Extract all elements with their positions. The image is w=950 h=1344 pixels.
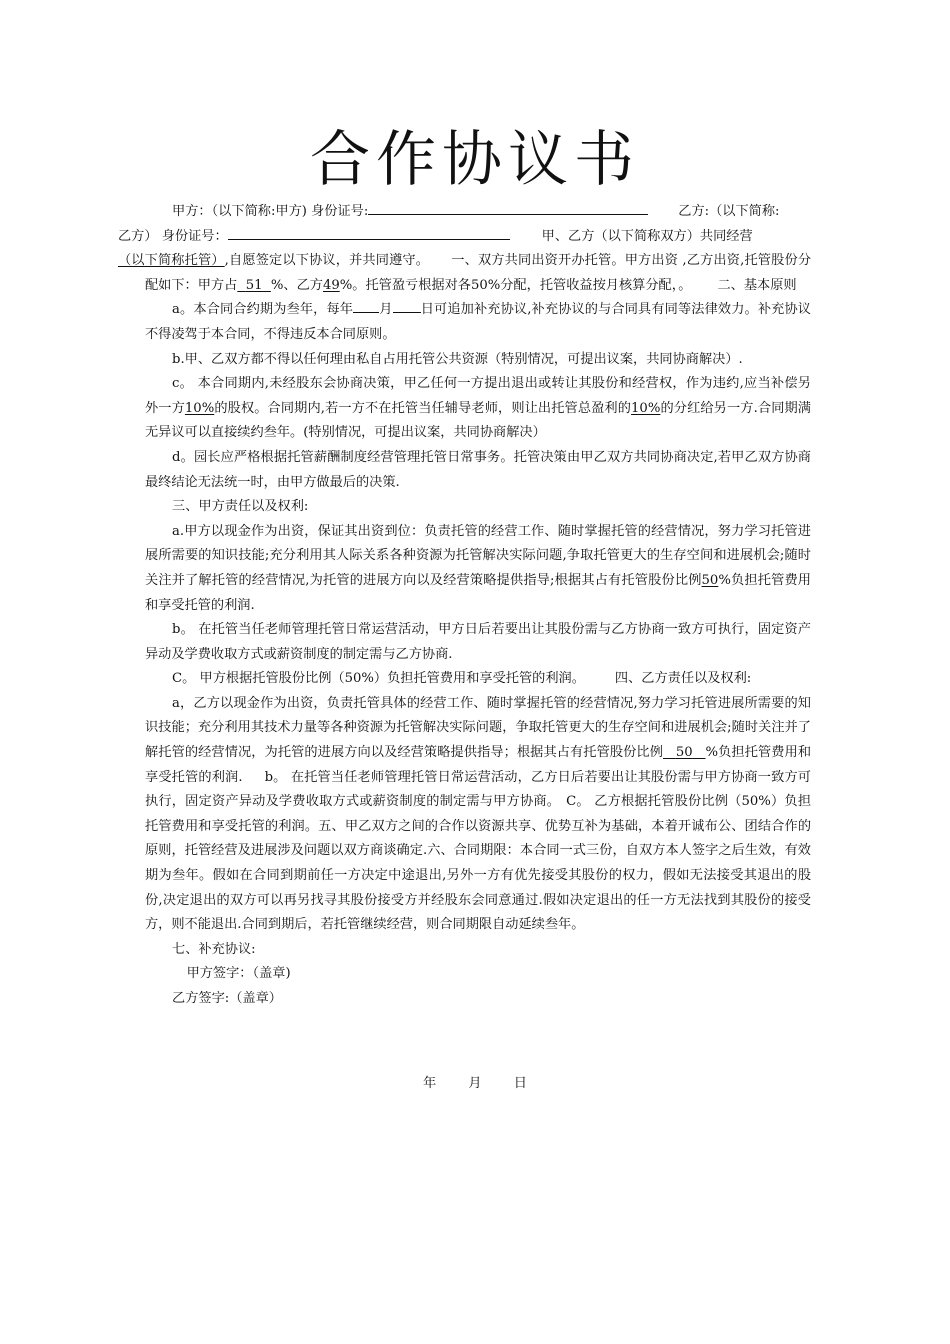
section-4-b: b。 在托管当任老师管理托管日常运营活动，乙方日后若要出让其股份需与甲方协商一致方可执行，固定资产异动及学费收取方式或薪资制度的制定需与甲方协商。 bbox=[145, 769, 811, 810]
penalty-percent-2: 10% bbox=[631, 400, 661, 416]
abbr-text: （以下简称托管） bbox=[117, 253, 225, 269]
section-3-c: C。 甲方根据托管股份比例（50%）负担托管费用和享受托管的利润。 四、乙方责任以及权利: bbox=[172, 671, 752, 687]
section-4-title: 四、乙方责任以及权利: bbox=[614, 671, 752, 687]
section-4-c: C。 乙方根据托管股份比例（50%）负担托管费用和享受托管的利润。 bbox=[145, 794, 812, 834]
section-3-a: a.甲方以现金作为出资，保证其出资到位：负责托管的经营工作、随时掌握托管的经营情况，努力学习托管进展所需要的知识技能;充分利用其人际关系各种资源为托管解决实际问题,争取托管更大的生存空间和进展机会;随时关注并了解托管的经营情况,为托管的进展方向以及经营策略提供指导;根据其占有托管股份比例50%负担托管费用和享受托管的利润. bbox=[145, 523, 811, 613]
share-a-value: 51 bbox=[245, 277, 263, 293]
principle-b: b.甲、乙双方都不得以任何理由私自占用托管公共资源（特别情况，可提出议案，共同协商解决）. bbox=[172, 351, 743, 367]
contract-body bbox=[117, 200, 812, 1012]
share-mid: %、乙方 bbox=[270, 277, 323, 293]
section-3-b: b。 在托管当任老师管理托管日常运营活动，甲方日后若要出让其股份需与乙方协商一致方可执行，固定资产异动及学费收取方式或薪资制度的制定需与乙方协商. bbox=[145, 622, 811, 662]
party-b-share-percent: 50 bbox=[675, 745, 693, 761]
section-3-title: 三、甲方责任以及权利: bbox=[172, 499, 309, 515]
intro-paragraph bbox=[117, 200, 812, 298]
principle-d: d。园长应严格根据托管薪酬制度经营管理托管日常事务。托管决策由甲乙双方共同协商决定,若甲乙双方协商最终结论无法统一时，由甲方做最后的决策. bbox=[145, 449, 811, 490]
abbr-tail: ,自愿签定以下协议，并共同遵守。 bbox=[224, 253, 430, 269]
party-b-label-cont: 乙方） 身份证号： bbox=[117, 228, 228, 244]
party-b-signature: 乙方签字:（盖章） bbox=[172, 991, 282, 1006]
section-7-title: 七、补充协议: bbox=[172, 941, 256, 957]
section-5: 五、甲乙双方之间的合作以资源共享、优势互补为基础，本着开诚布公、团结合作的原则，托管经营及进展涉及问题以双方商谈确定. bbox=[145, 818, 812, 859]
date-year: 年 bbox=[423, 1076, 437, 1091]
party-b-label: 乙方:（以下简称: bbox=[678, 204, 780, 219]
share-tail: %。托管盈亏根据对各50%分配，托管收益按月核算分配，。 bbox=[339, 277, 692, 293]
section-2-title: 二、基本原则 bbox=[717, 277, 797, 293]
date-month: 月 bbox=[468, 1076, 482, 1091]
party-a-label: 甲方：（以下简称:甲方) 身份证号: bbox=[172, 204, 369, 219]
share-b-value: 49 bbox=[322, 277, 340, 293]
section-1-title: 一、双方共同出资开办托管。 bbox=[451, 253, 625, 269]
principle-a: a。本合同合约期为叁年，每年 月 日可追加补充协议,补充协议的与合同具有同等法律效力。补充协议不得凌驾于本合同，不得违反本合同原则。 bbox=[145, 298, 811, 347]
section-4-body: a，乙方以现金作为出资，负责托管具体的经营工作、随时掌握托管的经营情况,努力学习托管进展所需要的知识技能；充分利用其技术力量等各种资源为托管解决实际问题，争取托管更大的生存空间和进展机会;随时关注并了解托管的经营情况，为托管的进展方向以及经营策略提供指导；根据其占有托管股份比例 50 %负担托管费用和享受托管的利润. b。 在托管当任老师管理托管日常运营活动，乙方日后若要出让其股份需与甲方协商一致方可执行，固定资产异动及学费收取方式或薪资制度的制定需与甲方协商。 C。 乙方根据托管股份比例（50%）负担托管费用和享受托管的利润。五、甲乙双方之间的合作以资源共享、优势互补为基础，本着开诚布公、团结合作的原则，托管经营及进展涉及问题以双方商谈确定.六、合同期限：本合同一式三份，自双方本人签字之后生效，有效期为叁年。假如在合同到期前任一方决定中途退出,另外一方有优先接受其股份的权力，假如无法接受其退出的股份,决定退出的双方可以再另找寻其股份接受方并经股东会同意通过.假如决定退出的任一方无法找到其股份的接受方，则不能退出.合同到期后，若托管继续经营，则合同期限自动延续叁年。 bbox=[145, 695, 812, 933]
date-day: 日 bbox=[513, 1076, 527, 1091]
party-a-signature: 甲方签字：（盖章) bbox=[186, 966, 291, 982]
party-a-share-percent: 50 bbox=[701, 572, 719, 588]
date-line bbox=[0, 1072, 950, 1091]
principle-c: c。 本合同期内,未经股东会协商决策，甲乙任何一方提出退出或转让其股份和经营权，作为违约,应当补偿另外一方10%的股权。合同期内,若一方不在托管当任辅导老师，则让出托管总盈利的10%的分红给另一方.合同期满无异议可以直接续约叁年。(特别情况，可提出议案，共同协商解决） bbox=[145, 376, 811, 441]
section-6: 六、合同期限：本合同一式三份，自双方本人签字之后生效，有效期为叁年。假如在合同到期前任一方决定中途退出,另外一方有优先接受其股份的权力，假如无法接受其退出的股份,决定退出的双方可以再另找寻其股份接受方并经股东会同意通过.假如决定退出的任一方无法找到其股份的接受方，则不能退出.合同到期后，若托管继续经营，则合同期限自动延续叁年。 bbox=[145, 843, 811, 933]
section-1-body: 甲方出资 ,乙方出资,托管股份分配如下：甲方占 bbox=[145, 253, 812, 293]
document-title: 合作协议书 bbox=[310, 125, 640, 195]
penalty-percent-1: 10% bbox=[184, 400, 215, 416]
party-b-id-blank bbox=[228, 225, 510, 240]
joint-text: 甲、乙方（以下简称双方）共同经营 bbox=[541, 228, 753, 244]
party-a-id-blank bbox=[368, 200, 648, 215]
